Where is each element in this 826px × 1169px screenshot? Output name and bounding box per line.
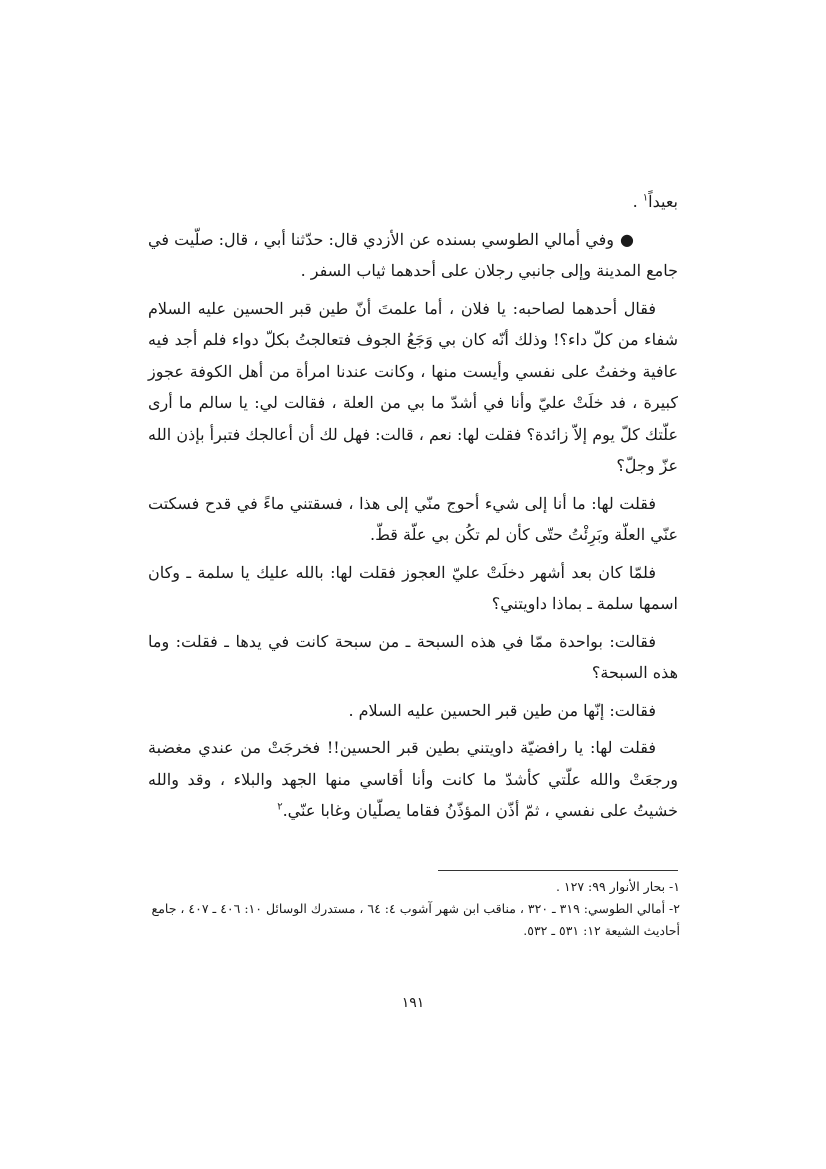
bullet-icon: ● (620, 229, 634, 249)
page-number: ١٩١ (401, 995, 425, 1011)
paragraph-7: فقالت: إنّها من طين قبر الحسين عليه السلام . (348, 700, 656, 720)
footnote-2: ٢- أمالي الطوسي: ٣١٩ ـ ٣٢٠ ، مناقب ابن شهر آشوب ٤: ٦٤ ، مستدرك الوسائل ١٠: ٤٠٦ ـ ٤٠٧ ، جامع أحاديث الشيعة ١٢: ٥٣١ ـ ٥٣٢. (151, 901, 680, 938)
footnote-divider (438, 870, 678, 871)
paragraph-5: فلمّا كان بعد أشهر دخلَتْ عليّ العجوز فقلت لها: بالله عليك يا سلمة ـ وكان اسمها سلمة ـ بماذا داويتني؟ (148, 562, 678, 613)
paragraph-1: بعيداً$^١$ . (632, 192, 678, 211)
paragraph-4: فقلت لها: ما أنا إلى شيء أحوج منّي إلى هذا ، فسقتني ماءً في قدح فسكتت عنّي العلّة وبَرِئْتُ حتّى كأن لم تكُن بي علّة قطّ. (148, 493, 678, 544)
footnote-ref-2: ٢ (277, 801, 283, 813)
paragraph-3: فقال أحدهما لصاحبه: يا فلان ، أما علمتَ أنّ طين قبر الحسين عليه السلام شفاء من كلّ داء؟! وذلك أنّه كان بي وَجَعُ الجوف فتعالجتُ بكلّ دواء فلم أجد فيه عافية وخفتُ على نفسي وأيست منها ، وكانت عندنا امرأة من أهل الكوفة عجوز كبيرة ، فد خلَتْ عليّ وأنا في أشدّ ما بي من العلة ، فقالت لي: يا سالم ما أرى علّتك كلّ يوم إلاّ زائدة؟ فقلت لها: نعم ، قالت: فهل لك أن أعالجك فتبرأ بإذن الله عزّ وجلّ؟ (148, 298, 678, 475)
paragraph-8: فقلت لها: يا رافضيّة داويتني بطين قبر الحسين!! فخرجَتْ من عندي مغضبة ورجعَتْ والله علّتي كأشدّ ما كانت وأنا أقاسي منها الجهد والبلاء ، وقد والله خشيتُ على نفسي ، ثمّ أذّن المؤذّنُ فقاما يصلّيان وغابا عنّي.$^٢$ (148, 738, 678, 820)
paragraph-6: فقالت: بواحدة ممّا في هذه السبحة ـ من سبحة كانت في يدها ـ فقلت: وما هذه السبحة؟ (148, 631, 678, 682)
footnote-1: ١- بحار الأنوار ٩٩: ١٢٧ . (555, 879, 680, 894)
footnote-ref-1: ١ (642, 192, 649, 204)
paragraph-2: ●وفي أمالي الطوسي بسنده عن الأزدي قال: حدّثنا أبي ، قال: صلّيت في جامع المدينة وإلى جانبي رجلان على أحدهما ثياب السفر . (148, 224, 678, 287)
main-text (148, 186, 678, 827)
footnotes (148, 876, 680, 942)
